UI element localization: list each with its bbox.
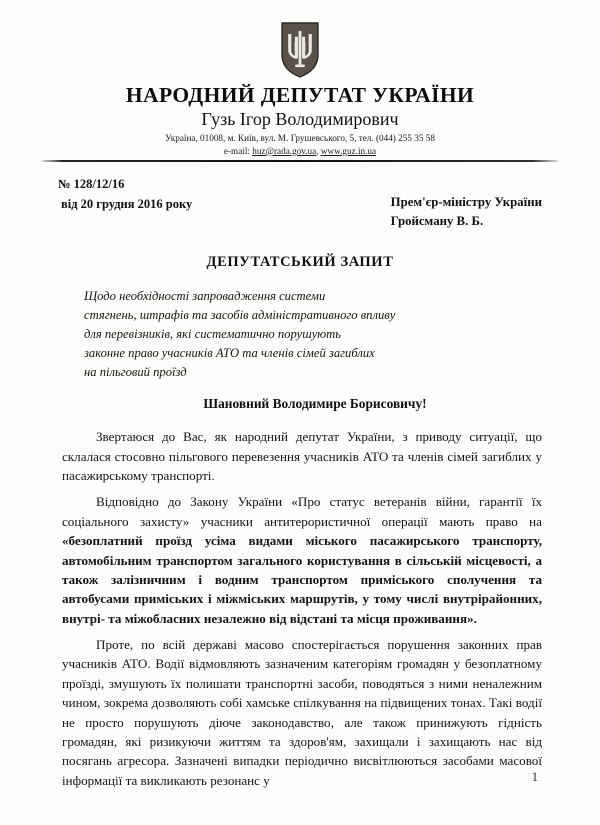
body-paragraph-1: Звертаюся до Вас, як народний депутат України, з приводу ситуації, що склалася стосовно пільгового перевезення учасників АТО та членів сімей загиблих у пасажирському транспорті. — [62, 429, 542, 483]
document-body — [0, 427, 600, 790]
law-quotation: «безоплатний проїзд усіма видами міського пасажирського транспорту, автомобільним транспортом загального користування в сільській місцевості, а також залізничним і водним транспортом приміського сполучення та автобусами приміських і міжміських маршрутів, у тому числі внутрірайонних, внутрі- та міжобласних незалежно від відстані та місця проживання». — [62, 533, 542, 626]
subject-line-4: законне право учасників АТО та членів сімей загиблих — [84, 345, 375, 360]
organization-title: НАРОДНИЙ ДЕПУТАТ УКРАЇНИ — [125, 83, 475, 107]
email-line — [0, 145, 600, 157]
subject-line-2: стягнень, штрафів та засобів адміністративного впливу — [84, 307, 396, 322]
reference-number: № 128/12/16 — [58, 177, 125, 192]
email-address[interactable]: huz@rada.gov.ua — [252, 145, 317, 156]
deputy-name: Гузь Ігор Володимирович — [201, 108, 399, 129]
email-separator: , — [316, 145, 319, 156]
addressee-block — [391, 175, 542, 231]
ukraine-trident-emblem-icon — [280, 22, 320, 78]
body-paragraph-3: Проте, по всій державі масово спостерігається порушення законних прав учасників АТО. Водії відмовляють зазначеним категоріям громадян у безоплатному проїзді, змушують їх полишати транспортні засоби, поводяться з ними неналежним чином, зокрема дозволяють собі хамське спілкування на підвищених тонах. Такі водії не просто порушують діюче законодавство, але також принижують гідність громадян, які ризикуючи життям та здоров'ям, захищали і захищають нас від посягань агресора. Зазначені випадки періодично висвітлюються засобами масової інформації та викликають резонанс у — [62, 637, 542, 788]
reference-block — [58, 175, 192, 231]
letterhead — [0, 0, 600, 162]
page-number: 1 — [531, 770, 538, 784]
body-paragraph-2 — [62, 492, 542, 628]
subject-line-3: для перевізників, які систематично порушують — [84, 326, 341, 341]
addressee-name: Гройсману В. Б. — [390, 214, 484, 229]
addressee-position: Прем'єр-міністру України — [390, 195, 542, 210]
reference-date: від 20 грудня 2016 року — [61, 196, 193, 211]
document-title: ДЕПУТАТСЬКИЙ ЗАПИТ — [206, 253, 394, 270]
subject-block — [0, 287, 600, 383]
salutation: Шановний Володимире Борисовичу! — [203, 396, 427, 412]
reference-and-addressee-row — [0, 162, 600, 231]
subject-line-1: Щодо необхідності запровадження системи — [84, 288, 326, 303]
law-reference-intro: Відповідно до Закону України «Про статус ветеранів війни, гарантії їх соціального захисту» учасники антитерористичної операції мають право на — [62, 494, 542, 529]
website-address[interactable]: www.guz.in.ua — [320, 145, 377, 156]
address-line: Україна, 01008, м. Київ, вул. М. Грушевського, 5, тел. (044) 255 35 58 — [165, 133, 435, 144]
subject-line-5: на пільговий проїзд — [84, 365, 187, 380]
email-label: e-mail: — [223, 145, 250, 156]
